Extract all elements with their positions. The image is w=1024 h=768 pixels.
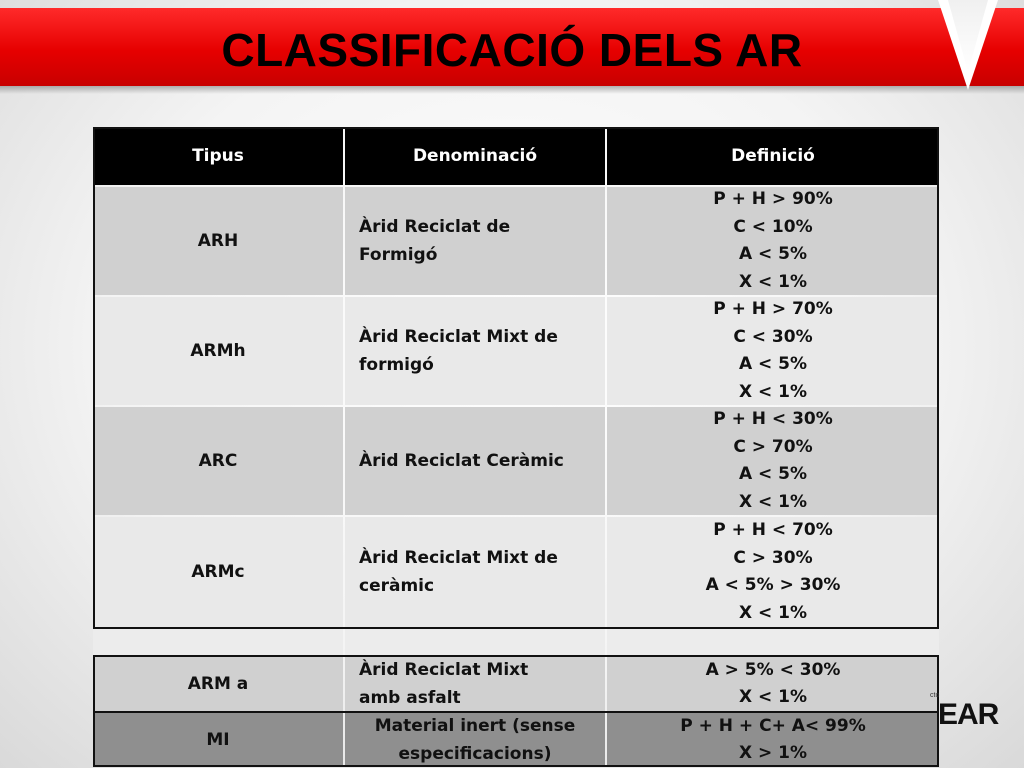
definicio-line: X < 1%	[738, 271, 808, 292]
definicio-line: X < 1%	[738, 491, 808, 512]
logo-text: EAR	[938, 698, 999, 731]
definicio-line: X < 1%	[738, 602, 808, 623]
spacer-cell	[607, 629, 939, 655]
definicio-line: C < 30%	[733, 326, 813, 347]
brand-logo	[930, 692, 999, 742]
row-armc-tipus: ARMc	[93, 517, 343, 627]
banner-shadow	[0, 86, 1024, 94]
row-divider	[93, 711, 939, 713]
definicio-line: X < 1%	[738, 381, 808, 402]
row-arc-definicio	[607, 407, 939, 515]
definicio-line: P + H + C+ A< 99%	[680, 715, 866, 736]
row-mi-definicio	[607, 713, 939, 767]
definicio-line: P + H < 30%	[713, 409, 833, 429]
row-arh-tipus: ARH	[93, 187, 343, 295]
row-arma-definicio	[607, 657, 939, 711]
row-mi-tipus: MI	[93, 713, 343, 767]
classification-table	[93, 127, 939, 767]
row-armc-definicio	[607, 517, 939, 627]
logo-small-text: cto	[930, 692, 940, 699]
row-arh-definicio	[607, 187, 939, 295]
spacer-cell	[93, 629, 343, 655]
row-mi-denominacio: Material inert (sense especificacions)	[345, 713, 605, 767]
definicio-line: A < 5%	[738, 244, 808, 264]
row-arh-denominacio: Àrid Reciclat de Formigó	[345, 187, 605, 295]
row-arc-denominacio: Àrid Reciclat Ceràmic	[345, 407, 605, 515]
header-tipus: Tipus	[93, 127, 343, 185]
row-armh-tipus: ARMh	[93, 297, 343, 405]
header-definicio: Definició	[607, 127, 939, 185]
definicio-line: C > 30%	[733, 547, 813, 568]
definicio-line: P + H > 90%	[713, 189, 833, 209]
definicio-line: X < 1%	[738, 687, 808, 707]
definicio-line: A < 5%	[738, 464, 808, 484]
definicio-line: A > 5% < 30%	[705, 659, 841, 680]
definicio-line: C > 70%	[733, 436, 813, 457]
row-armh-denominacio: Àrid Reciclat Mixt de formigó	[345, 297, 605, 405]
definicio-line: P + H < 70%	[713, 520, 833, 540]
slide-title: CLASSIFICACIÓ DELS AR	[221, 24, 803, 76]
row-arma-denominacio: Àrid Reciclat Mixt amb asfalt	[345, 657, 605, 711]
header-denominacio: Denominació	[345, 127, 605, 185]
row-arc-tipus: ARC	[93, 407, 343, 515]
row-arma-tipus: ARM a	[93, 657, 343, 711]
spacer-cell	[345, 629, 605, 655]
definicio-line: C < 10%	[733, 216, 813, 237]
definicio-line: X > 1%	[738, 743, 808, 763]
definicio-line: A < 5%	[738, 354, 808, 374]
row-armc-denominacio: Àrid Reciclat Mixt de ceràmic	[345, 517, 605, 627]
row-armh-definicio	[607, 297, 939, 405]
definicio-line: A < 5% > 30%	[705, 575, 841, 595]
definicio-line: P + H > 70%	[713, 299, 833, 319]
